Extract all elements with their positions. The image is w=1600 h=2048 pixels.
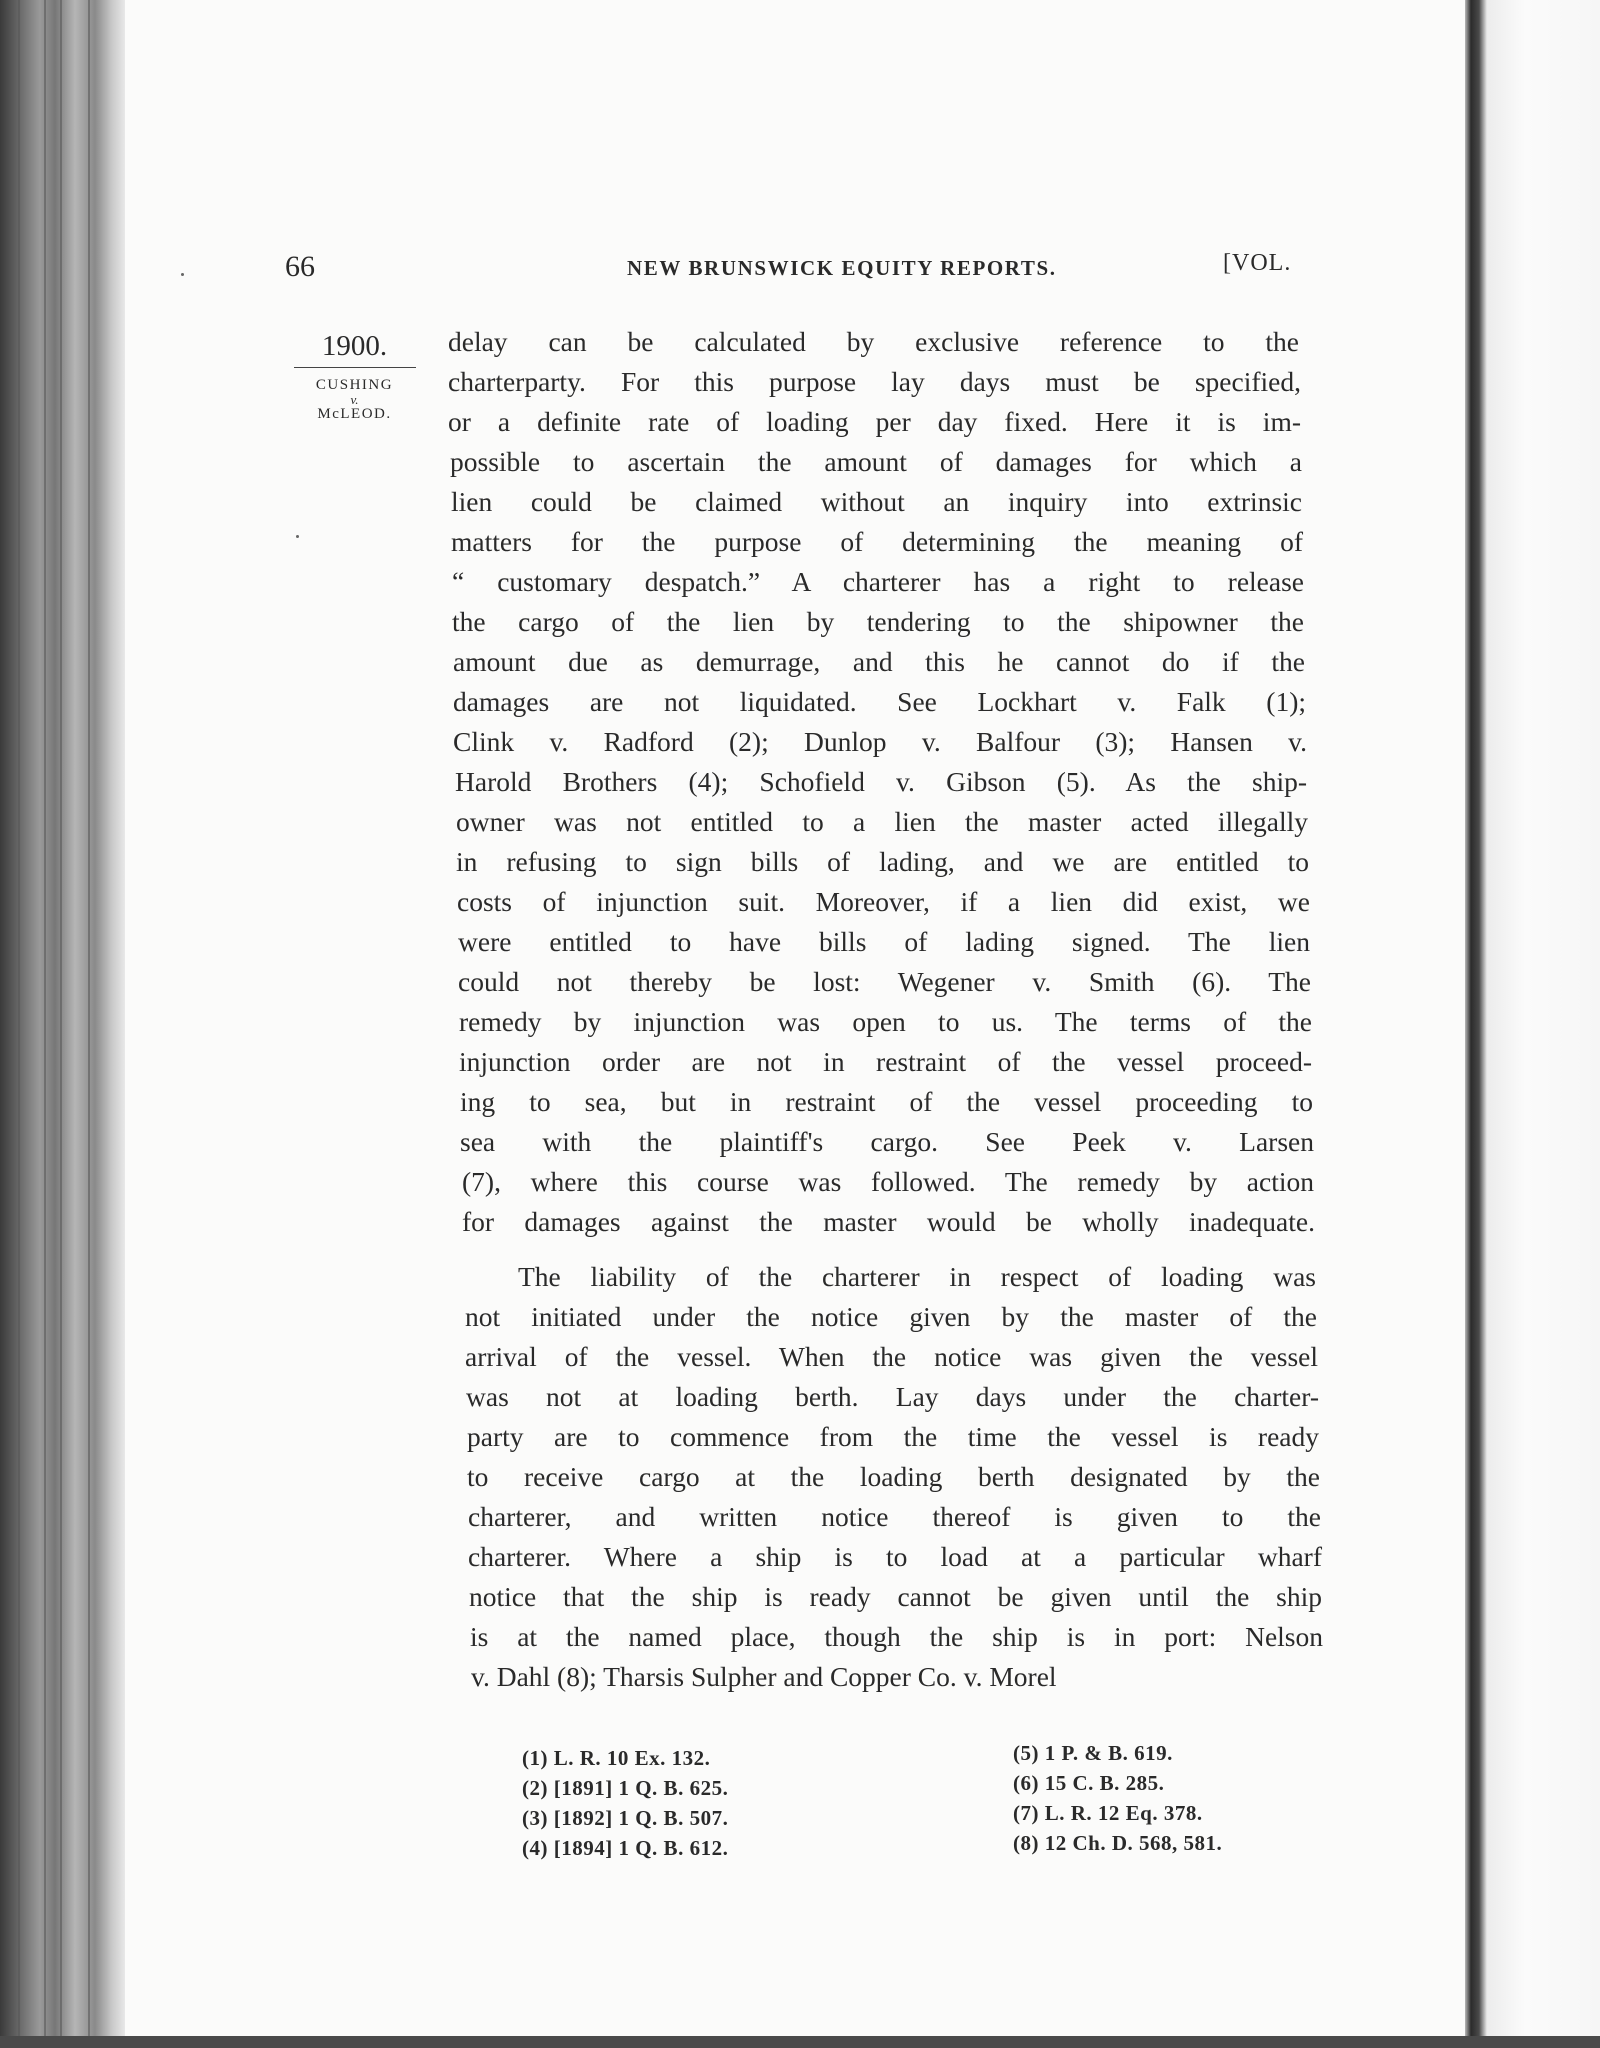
body-line: was not at loading berth. Lay days under the charter-	[466, 1381, 1319, 1412]
case-versus: v.	[350, 392, 359, 407]
body-line: sea with the plaintiff's cargo. See Peek v. Larsen	[460, 1126, 1314, 1157]
body-line: party are to commence from the time the vessel is ready	[467, 1421, 1319, 1452]
body-line: charterer. Where a ship is to load at a particular wharf	[468, 1541, 1322, 1572]
body-line: remedy by injunction was open to us. The terms of the	[459, 1006, 1312, 1037]
body-line: in refusing to sign bills of lading, and we are entitled to	[456, 846, 1309, 877]
body-line: matters for the purpose of determining the meaning of	[451, 526, 1303, 557]
body-line: the cargo of the lien by tendering to the shipowner the	[452, 606, 1304, 637]
footnote-right: (8) 12 Ch. D. 568, 581.	[1013, 1831, 1223, 1855]
footnote-right: (6) 15 C. B. 285.	[1013, 1771, 1165, 1795]
running-title: NEW BRUNSWICK EQUITY REPORTS.	[627, 256, 1057, 280]
body-line: delay can be calculated by exclusive reference to the	[448, 326, 1299, 357]
footnote-left: (4) [1894] 1 Q. B. 612.	[522, 1836, 729, 1860]
body-line: v. Dahl (8); Tharsis Sulpher and Copper Co. v. Morel	[471, 1661, 1057, 1692]
body-line: notice that the ship is ready cannot be given until the ship	[469, 1581, 1322, 1612]
body-line: “ customary despatch.” A charterer has a right to release	[452, 566, 1304, 597]
body-line: lien could be claimed without an inquiry into extrinsic	[451, 486, 1302, 517]
case-year: 1900.	[321, 330, 388, 362]
body-line: damages are not liquidated. See Lockhart v. Falk (1);	[453, 686, 1306, 717]
footnote-left: (1) L. R. 10 Ex. 132.	[522, 1746, 711, 1770]
body-line: to receive cargo at the loading berth designated by the	[467, 1461, 1320, 1492]
body-line: The liability of the charterer in respect of loading was	[518, 1261, 1316, 1292]
body-line: or a definite rate of loading per day fixed. Here it is im-	[448, 406, 1301, 437]
body-line: owner was not entitled to a lien the master acted illegally	[456, 806, 1308, 837]
body-line: were entitled to have bills of lading signed. The lien	[458, 926, 1310, 957]
body-line: amount due as demurrage, and this he cannot do if the	[453, 646, 1305, 677]
volume-tag: [VOL.	[1223, 250, 1292, 276]
page-number: 66	[285, 250, 315, 283]
footnote-right: (5) 1 P. & B. 619.	[1013, 1741, 1173, 1765]
body-line: costs of injunction suit. Moreover, if a lien did exist, we	[457, 886, 1310, 917]
body-line: charterer, and written notice thereof is given to the	[468, 1501, 1321, 1532]
body-line: possible to ascertain the amount of damages for which a	[450, 446, 1302, 477]
body-line: Clink v. Radford (2); Dunlop v. Balfour (3); Hansen v.	[453, 726, 1307, 757]
body-line: ing to sea, but in restraint of the vessel proceeding to	[460, 1086, 1313, 1117]
body-line: Harold Brothers (4); Schofield v. Gibson (5). As the ship-	[455, 766, 1307, 797]
body-line: arrival of the vessel. When the notice was given the vessel	[465, 1341, 1318, 1372]
body-line: for damages against the master would be wholly inadequate.	[462, 1206, 1315, 1237]
footnote-left: (2) [1891] 1 Q. B. 625.	[522, 1776, 729, 1800]
body-line: is at the named place, though the ship is in port: Nelson	[470, 1621, 1323, 1652]
body-line: could not thereby be lost: Wegener v. Smith (6). The	[458, 966, 1311, 997]
footnote-left: (3) [1892] 1 Q. B. 507.	[522, 1806, 729, 1830]
body-line: (7), where this course was followed. The remedy by action	[462, 1166, 1314, 1197]
case-party-defendant: McLEOD.	[317, 406, 392, 422]
body-line: injunction order are not in restraint of the vessel proceed-	[459, 1046, 1312, 1077]
body-line: charterparty. For this purpose lay days must be specified,	[448, 366, 1301, 397]
case-party-plaintiff: CUSHING	[315, 377, 394, 393]
footnote-right: (7) L. R. 12 Eq. 378.	[1013, 1801, 1203, 1825]
body-line: not initiated under the notice given by the master of the	[465, 1301, 1317, 1332]
